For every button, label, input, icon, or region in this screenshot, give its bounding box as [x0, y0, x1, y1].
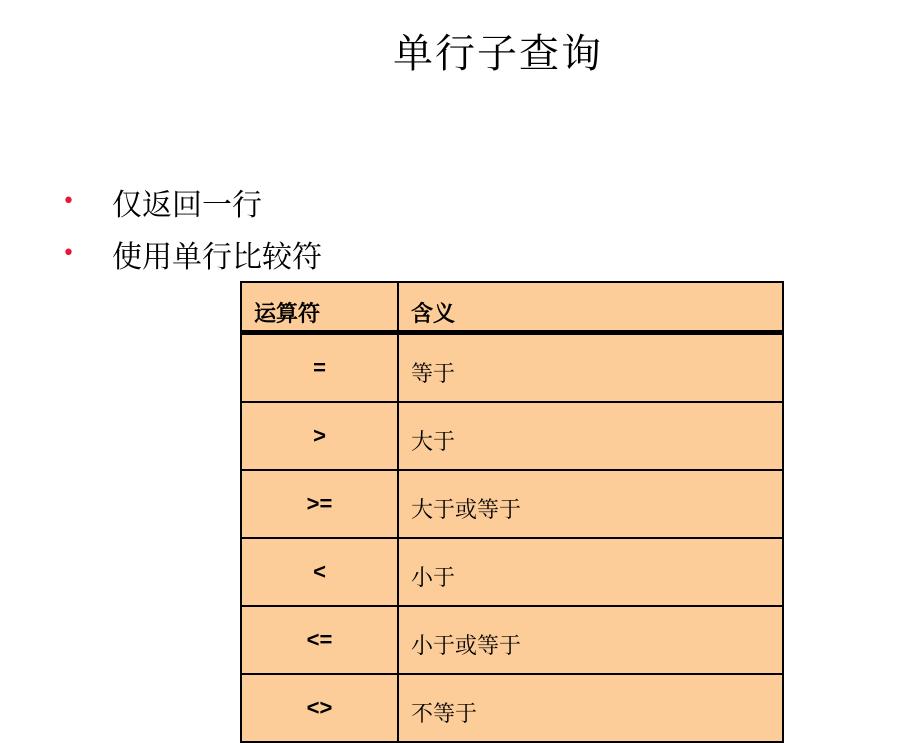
operator-cell: <=: [241, 606, 398, 674]
table-row: [241, 674, 783, 742]
bullet-item: [62, 228, 322, 280]
header-operator: 运算符: [241, 282, 398, 333]
bullet-item: [62, 176, 322, 228]
operator-cell: <: [241, 538, 398, 606]
table-row: [241, 538, 783, 606]
bullet-text: 使用单行比较符: [112, 240, 322, 275]
table-header-row: [241, 282, 783, 333]
meaning-cell: 不等于: [398, 674, 783, 742]
meaning-cell: 大于或等于: [398, 470, 783, 538]
table-row: [241, 470, 783, 538]
operator-cell: <>: [241, 674, 398, 742]
table-row: [241, 402, 783, 470]
meaning-cell: 小于: [398, 538, 783, 606]
operator-cell: >=: [241, 470, 398, 538]
header-meaning: 含义: [398, 282, 783, 333]
bullet-list: [62, 176, 322, 280]
bullet-dot-icon: •: [62, 241, 75, 266]
table-row: [241, 606, 783, 674]
slide-title: 单行子查询: [393, 31, 603, 77]
operator-cell: >: [241, 402, 398, 470]
meaning-cell: 等于: [398, 333, 783, 403]
meaning-cell: 小于或等于: [398, 606, 783, 674]
operator-cell: =: [241, 333, 398, 403]
table-row: [241, 333, 783, 403]
meaning-cell: 大于: [398, 402, 783, 470]
bullet-dot-icon: •: [62, 189, 75, 214]
bullet-text: 仅返回一行: [112, 188, 262, 223]
comparison-operators-table: [240, 281, 784, 743]
